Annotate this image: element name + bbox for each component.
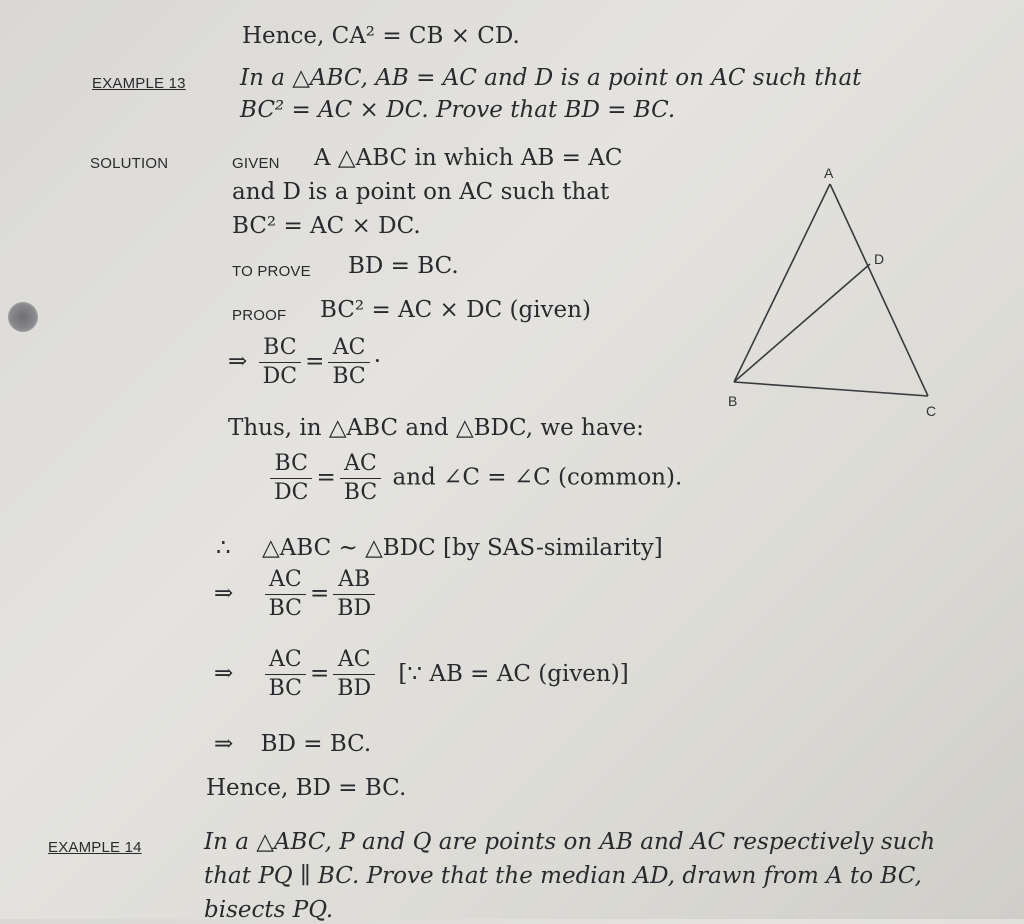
proof-step-3 — [216, 534, 663, 562]
proof-given-line: BC² = AC × DC (given) — [320, 297, 591, 323]
fraction-bc-dc-2: $\frac{BC}{DC}$ — [270, 450, 312, 507]
proof-step-5: ⇒ $\frac{AC}{BC}$ = $\frac{AC}{BD}$ [∵ AB = AC (given)] — [214, 647, 629, 701]
side-bc — [734, 382, 928, 396]
fraction-ac-bc-2: $\frac{AC}{BC}$ — [340, 450, 381, 507]
solution-label: SOLUTION — [90, 155, 169, 172]
proof-step-6 — [214, 730, 371, 758]
fraction-ac-bd: $\frac{AC}{BD}$ — [333, 646, 375, 703]
side-ab — [734, 184, 830, 382]
example-14-statement-line2: that PQ ∥ BC. Prove that the median AD, drawn from A to BC, — [204, 863, 922, 889]
example-13-statement-line2: BC² = AC × DC. Prove that BD = BC. — [240, 97, 676, 123]
segment-bd — [734, 264, 870, 382]
implies-symbol: ⇒ — [214, 731, 234, 757]
therefore-symbol: ∴ — [216, 535, 231, 561]
example-13-statement-line1: In a △ABC, AB = AC and D is a point on AC such that — [240, 65, 862, 91]
implies-symbol: ⇒ — [228, 348, 248, 375]
thus-line: Thus, in △ABC and △BDC, we have: — [228, 415, 644, 441]
given-line2: and D is a point on AC such that — [232, 179, 610, 205]
implies-symbol: ⇒ — [214, 580, 234, 607]
triangle-figure — [722, 160, 952, 430]
vertex-label-d: D — [874, 251, 885, 267]
fraction-ac-bc: $\frac{AC}{BC}$ — [328, 334, 369, 391]
fraction-bc-dc: $\frac{BC}{DC}$ — [259, 334, 301, 391]
to-prove-label: TO PROVE — [232, 263, 311, 280]
angle-common-text: and ∠C = ∠C (common). — [392, 464, 683, 491]
proof-step-2: $\frac{BC}{DC}$ = $\frac{AC}{BC}$ and ∠C = ∠C (common). — [266, 450, 682, 507]
vertex-label-a: A — [824, 165, 834, 181]
page-hole-mark — [8, 302, 38, 332]
example-14-label: EXAMPLE 14 — [48, 839, 142, 856]
vertex-label-c: C — [926, 403, 937, 419]
given-line3: BC² = AC × DC. — [232, 213, 421, 239]
given-label: GIVEN — [232, 155, 280, 172]
given-line1: A △ABC in which AB = AC — [314, 145, 623, 171]
proof-step-1: ⇒ $\frac{BC}{DC}$ = $\frac{AC}{BC}$ · — [228, 335, 382, 389]
vertex-label-b: B — [728, 393, 738, 409]
hence-conclusion: Hence, BD = BC. — [206, 775, 407, 801]
proof-label: PROOF — [232, 307, 287, 324]
bd-equals-bc-text: BD = BC. — [260, 731, 372, 757]
because-given-text: [∵ AB = AC (given)] — [398, 660, 629, 687]
similarity-text: △ABC ~ △BDC [by SAS-similarity] — [261, 535, 663, 561]
hence-ca-line: Hence, CA² = CB × CD. — [242, 23, 520, 49]
proof-step-4: ⇒ $\frac{AC}{BC}$ = $\frac{AB}{BD}$ — [214, 566, 379, 623]
fraction-ac-bc-4: $\frac{AC}{BC}$ — [265, 646, 306, 703]
to-prove-statement: BD = BC. — [348, 253, 459, 279]
fraction-ab-bd: $\frac{AB}{BD}$ — [333, 566, 375, 623]
example-14-statement-line3: bisects PQ. — [204, 897, 334, 923]
implies-symbol: ⇒ — [214, 660, 234, 687]
fraction-ac-bc-3: $\frac{AC}{BC}$ — [265, 566, 306, 623]
example-13-label: EXAMPLE 13 — [92, 75, 186, 92]
example-14-statement-line1: In a △ABC, P and Q are points on AB and AC respectively such — [204, 829, 936, 855]
side-ac — [830, 184, 928, 396]
